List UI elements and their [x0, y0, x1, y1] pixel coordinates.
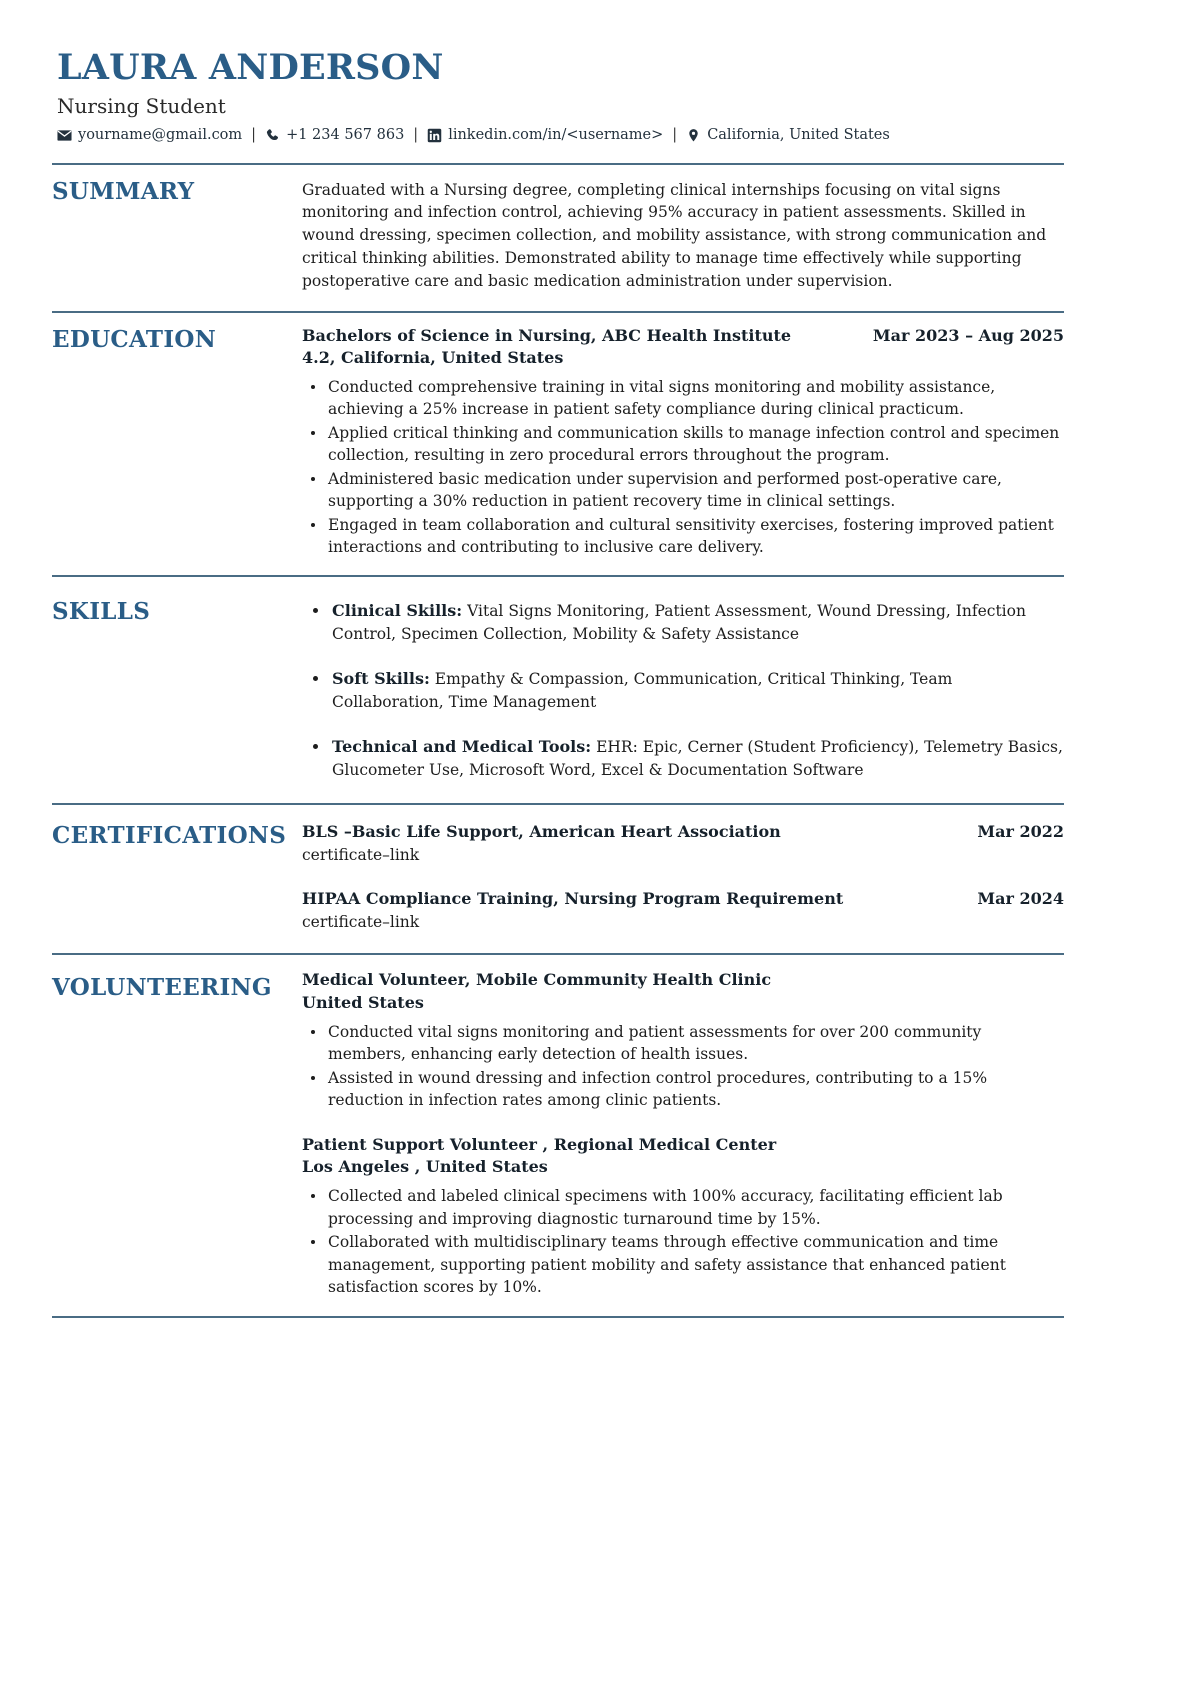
skill-category-label: Technical and Medical Tools:	[332, 736, 592, 756]
certification-title: BLS –Basic Life Support, American Heart Association	[302, 822, 781, 842]
contact-location	[686, 127, 890, 144]
map-pin-icon	[686, 128, 701, 143]
list-item: Conducted vital signs monitoring and patient assessments for over 200 community members, enhancing early detection of health issues.	[302, 1021, 1064, 1066]
contact-location-text: California, United States	[707, 127, 890, 144]
certification-entry	[302, 821, 1064, 866]
list-item	[302, 599, 1064, 647]
skill-category-value: Vital Signs Monitoring, Patient Assessment, Wound Dressing, Infection Control, Specimen Collection, Mobility & Safety Assistance	[332, 601, 1026, 644]
section-label-volunteering: VOLUNTEERING	[52, 974, 272, 1002]
section-body-education	[302, 313, 1064, 575]
section-label-education: EDUCATION	[52, 325, 217, 353]
summary-text: Graduated with a Nursing degree, completing clinical internships focusing on vital signs monitoring and infection control, achieving 95% accuracy in patient assessments. Skilled in wound dressing, specimen collection, and mobility assistance, with strong communication and critical thinking abilities. Demonstrated ability to manage time effectively while supporting postoperative care and basic medication administration under supervision.	[302, 180, 1047, 290]
envelope-icon	[57, 128, 72, 143]
certification-link[interactable]: certificate–link	[302, 912, 420, 931]
spacer	[302, 1114, 1064, 1134]
linkedin-icon	[427, 128, 442, 143]
section-body-skills	[302, 577, 1064, 803]
education-entry	[302, 325, 1064, 559]
list-item: Collaborated with multidisciplinary teams through effective communication and time management, supporting patient mobility and safety assistance that enhanced patient satisfaction scores by 10%.	[302, 1231, 1064, 1298]
section-label-skills: SKILLS	[52, 597, 151, 625]
contact-email[interactable]	[57, 127, 242, 144]
education-entry-head	[302, 325, 1064, 348]
section-label-certifications: CERTIFICATIONS	[52, 822, 287, 850]
resume-header	[52, 48, 1160, 145]
contact-phone[interactable]	[265, 127, 404, 144]
list-item: Engaged in team collaboration and cultural sensitivity exercises, fostering improved patient interactions and contributing to inclusive care delivery.	[302, 514, 1064, 559]
education-bullets	[302, 376, 1064, 559]
volunteering-bullets	[302, 1185, 1064, 1298]
section-body-certifications	[302, 805, 1064, 953]
skills-list	[302, 599, 1064, 783]
page-title: LAURA ANDERSON	[57, 47, 444, 88]
volunteering-entry-head	[302, 969, 1064, 992]
volunteering-role: Patient Support Volunteer , Regional Medical Center	[302, 1134, 777, 1154]
certification-date: Mar 2022	[977, 822, 1064, 842]
skill-category-label: Soft Skills:	[332, 668, 430, 688]
contact-separator: |	[413, 127, 419, 144]
contact-linkedin-text: linkedin.com/in/<username>	[448, 127, 664, 144]
education-date: Mar 2023 – Aug 2025	[872, 325, 1064, 345]
contact-phone-text: +1 234 567 863	[286, 127, 405, 144]
certification-date: Mar 2024	[977, 889, 1064, 909]
section-volunteering	[52, 955, 1064, 1316]
section-body-summary	[302, 165, 1064, 311]
certification-entry-head	[302, 888, 1064, 911]
phone-icon	[265, 128, 280, 143]
list-item: Conducted comprehensive training in vital signs monitoring and mobility assistance, achieving a 25% increase in patient safety compliance during clinical practicum.	[302, 376, 1064, 421]
contact-line	[57, 127, 1160, 144]
job-title: Nursing Student	[57, 94, 226, 119]
section-label-summary: SUMMARY	[52, 177, 195, 205]
certification-title: HIPAA Compliance Training, Nursing Program Requirement	[302, 889, 844, 909]
volunteering-location: United States	[302, 993, 424, 1013]
section-education	[52, 313, 1064, 575]
volunteering-bullets	[302, 1021, 1064, 1112]
education-subtitle: 4.2, California, United States	[302, 348, 564, 368]
list-item	[302, 735, 1064, 783]
section-certifications	[52, 805, 1064, 953]
volunteering-role: Medical Volunteer, Mobile Community Health Clinic	[302, 970, 772, 990]
section-summary	[52, 165, 1064, 311]
volunteering-entry	[302, 969, 1064, 1111]
skill-category-value: EHR: Epic, Cerner (Student Proficiency), Telemetry Basics, Glucometer Use, Microsoft Word, Excel & Documentation Software	[332, 737, 1063, 780]
list-item: Collected and labeled clinical specimens with 100% accuracy, facilitating efficient lab processing and improving diagnostic turnaround time by 15%.	[302, 1185, 1064, 1230]
contact-email-text: yourname@gmail.com	[78, 127, 243, 144]
certification-link[interactable]: certificate–link	[302, 845, 420, 864]
section-body-volunteering	[302, 955, 1064, 1316]
volunteering-location: Los Angeles , United States	[302, 1157, 548, 1177]
volunteering-entry	[302, 1134, 1064, 1299]
certification-entry	[302, 888, 1064, 933]
list-item: Assisted in wound dressing and infection control procedures, contributing to a 15% reduction in infection rates among clinic patients.	[302, 1067, 1064, 1112]
list-item: Applied critical thinking and communication skills to manage infection control and specimen collection, resulting in zero procedural errors throughout the program.	[302, 422, 1064, 467]
skill-category-value: Empathy & Compassion, Communication, Critical Thinking, Team Collaboration, Time Management	[332, 669, 953, 712]
certification-entry-head	[302, 821, 1064, 844]
section-skills	[52, 577, 1064, 803]
list-item: Administered basic medication under supervision and performed post-operative care, supporting a 30% reduction in patient recovery time in clinical settings.	[302, 468, 1064, 513]
contact-linkedin[interactable]	[427, 127, 663, 144]
volunteering-entry-head	[302, 1134, 1064, 1157]
skill-category-label: Clinical Skills:	[332, 600, 463, 620]
divider	[52, 1316, 1064, 1318]
list-item	[302, 667, 1064, 715]
contact-separator: |	[672, 127, 678, 144]
education-degree: Bachelors of Science in Nursing, ABC Health Institute	[302, 325, 792, 345]
contact-separator: |	[251, 127, 257, 144]
